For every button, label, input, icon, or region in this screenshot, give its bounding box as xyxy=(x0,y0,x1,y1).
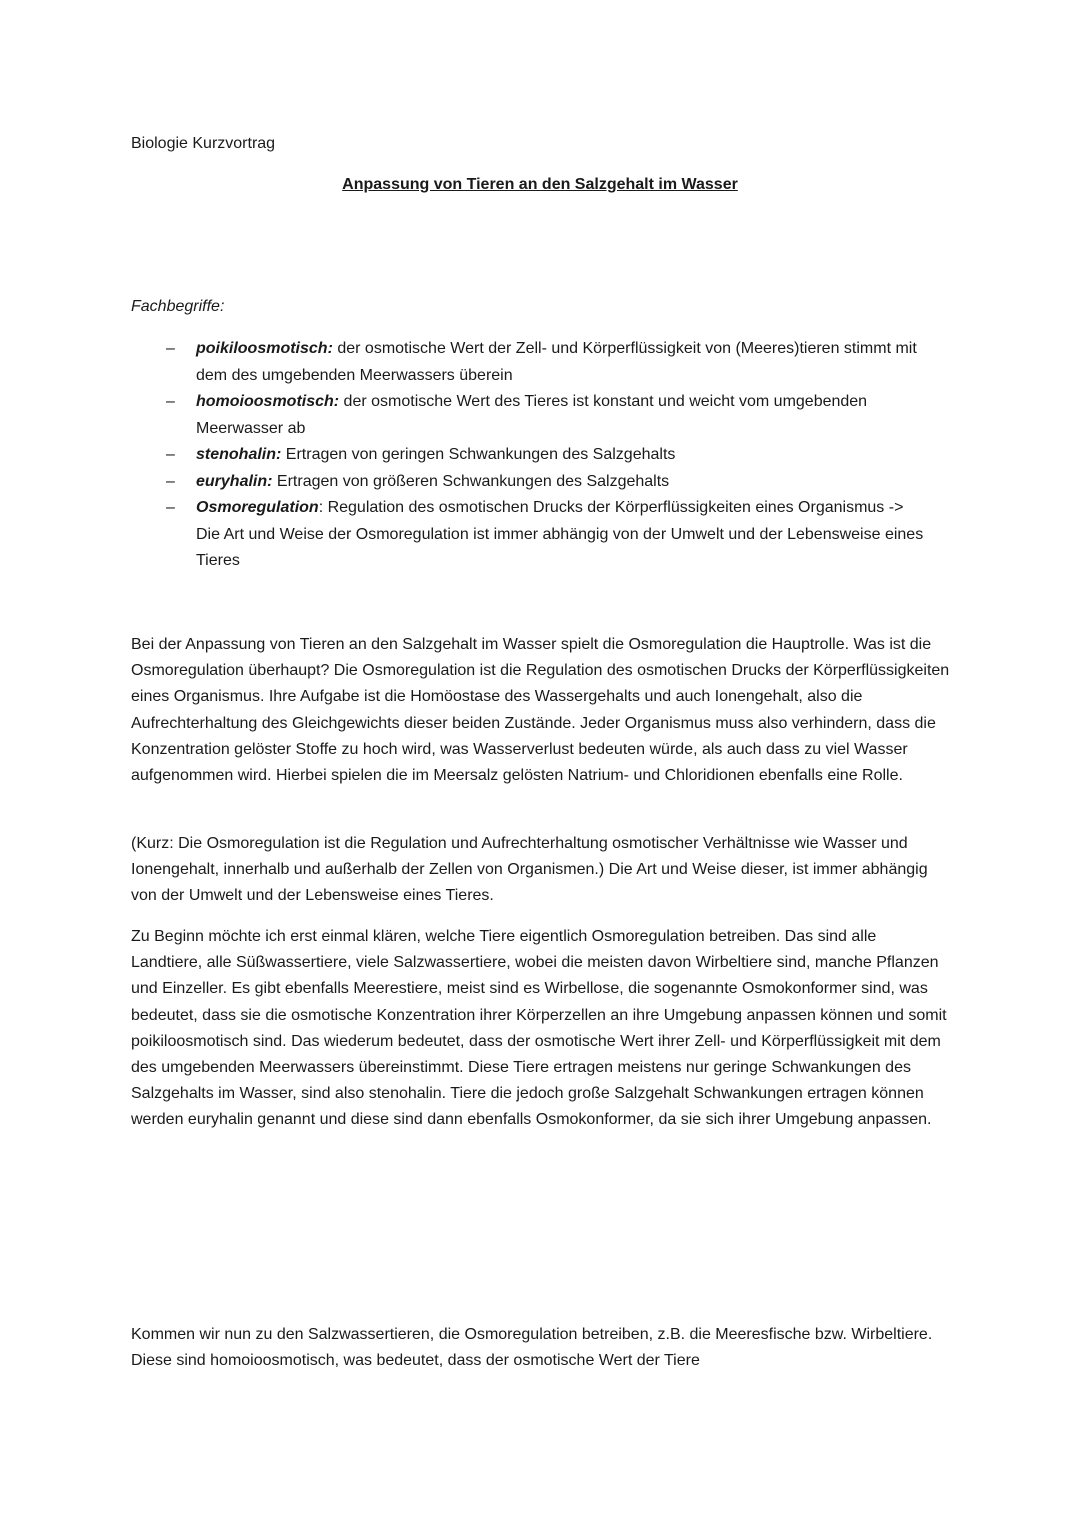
term-item xyxy=(131,336,931,389)
document-title: Anpassung von Tieren an den Salzgehalt im Wasser xyxy=(342,176,738,193)
term-item xyxy=(131,469,931,496)
body-paragraph: (Kurz: Die Osmoregulation ist die Regulation und Aufrechterhaltung osmotischer Verhältnisse wie Wasser und Ionengehalt, innerhalb und außerhalb der Zellen von Organismen.) Die Art und Weise dieser, ist immer abhängig von der Umwelt und der Lebensweise eines Tieres. xyxy=(131,835,928,905)
term-definition: : Regulation des osmotischen Drucks der Körperflüssigkeiten eines Organismus -> Die Art und Weise der Osmoregulation ist immer abhängig von der Umwelt und der Lebensweise eines Tieres xyxy=(196,499,924,569)
term-name: homoioosmotisch: xyxy=(196,393,340,410)
term-item xyxy=(131,442,931,469)
body-paragraph: Kommen wir nun zu den Salzwassertieren, die Osmoregulation betreiben, z.B. die Meeresfische bzw. Wirbeltiere. Diese sind homoioosmotisch, was bedeutet, dass der osmotische Wert der Tiere xyxy=(131,1326,933,1370)
bullet-dash: – xyxy=(166,472,175,490)
term-definition: der osmotische Wert der Zell- und Körperflüssigkeit von (Meeres)tieren stimmt mit dem des umgebenden Meerwassers überein xyxy=(196,340,917,384)
header-label: Biologie Kurzvortrag xyxy=(131,135,276,152)
term-name: Osmoregulation xyxy=(196,499,319,516)
term-item xyxy=(131,495,931,575)
bullet-dash: – xyxy=(166,446,175,463)
term-item xyxy=(131,389,931,442)
term-name: poikiloosmotisch: xyxy=(196,340,333,357)
bullet-dash: – xyxy=(166,499,175,516)
bullet-dash: – xyxy=(166,340,175,357)
body-paragraph: Bei der Anpassung von Tieren an den Salzgehalt im Wasser spielt die Osmoregulation die Hauptrolle. Was ist die Osmoregulation überhaupt? Die Osmoregulation ist die Regulation des osmotischen Drucks der Körperflüssigkeiten eines Organismus. Ihre Aufgabe ist die Homöostase des Wassergehalts und auch Ionengehalt, also die Aufrechterhaltung des Gleichgewichts dieser beiden Zustände. Jeder Organismus muss also verhindern, dass die Konzentration gelöster Stoffe zu hoch wird, was Wasserverlust bedeuten würde, als auch dass zu viel Wasser aufgenommen wird. Hierbei spielen die im Meersalz gelösten Natrium- und Chloridionen ebenfalls eine Rolle. xyxy=(131,636,950,785)
bullet-dash: – xyxy=(166,393,175,410)
body-paragraph: Zu Beginn möchte ich erst einmal klären, welche Tiere eigentlich Osmoregulation betreiben. Das sind alle Landtiere, alle Süßwassertiere, viele Salzwassertiere, wobei die meisten davon Wirbeltiere sind, manche Pflanzen und Einzeller. Es gibt ebenfalls Meerestiere, meist sind es Wirbellose, die sogenannte Osmokonformer sind, was bedeutet, dass sie die osmotische Konzentration ihrer Körperzellen an ihre Umgebung anpassen können und somit poikiloosmotisch sind. Das wiederum bedeutet, dass der osmotische Wert ihrer Zell- und Körperflüssigkeit mit dem des umgebenden Meerwassers übereinstimmt. Diese Tiere ertragen meistens nur geringe Schwankungen des Salzgehalts im Wasser, sind also stenohalin. Tiere die jedoch große Salzgehalt Schwankungen ertragen können werden euryhalin genannt und diese sind dann ebenfalls Osmokonformer, da sie sich ihrer Umgebung anpassen. xyxy=(131,928,947,1129)
term-definition: der osmotische Wert des Tieres ist konstant und weicht vom umgebenden Meerwasser ab xyxy=(196,393,868,437)
term-definition: Ertragen von geringen Schwankungen des Salzgehalts xyxy=(281,446,676,463)
terms-list xyxy=(131,336,931,575)
term-name: stenohalin: xyxy=(196,446,282,463)
terms-heading: Fachbegriffe: xyxy=(131,298,225,315)
term-name: euryhalin: xyxy=(196,472,273,490)
term-definition: Ertragen von größeren Schwankungen des Salzgehalts xyxy=(272,472,670,490)
